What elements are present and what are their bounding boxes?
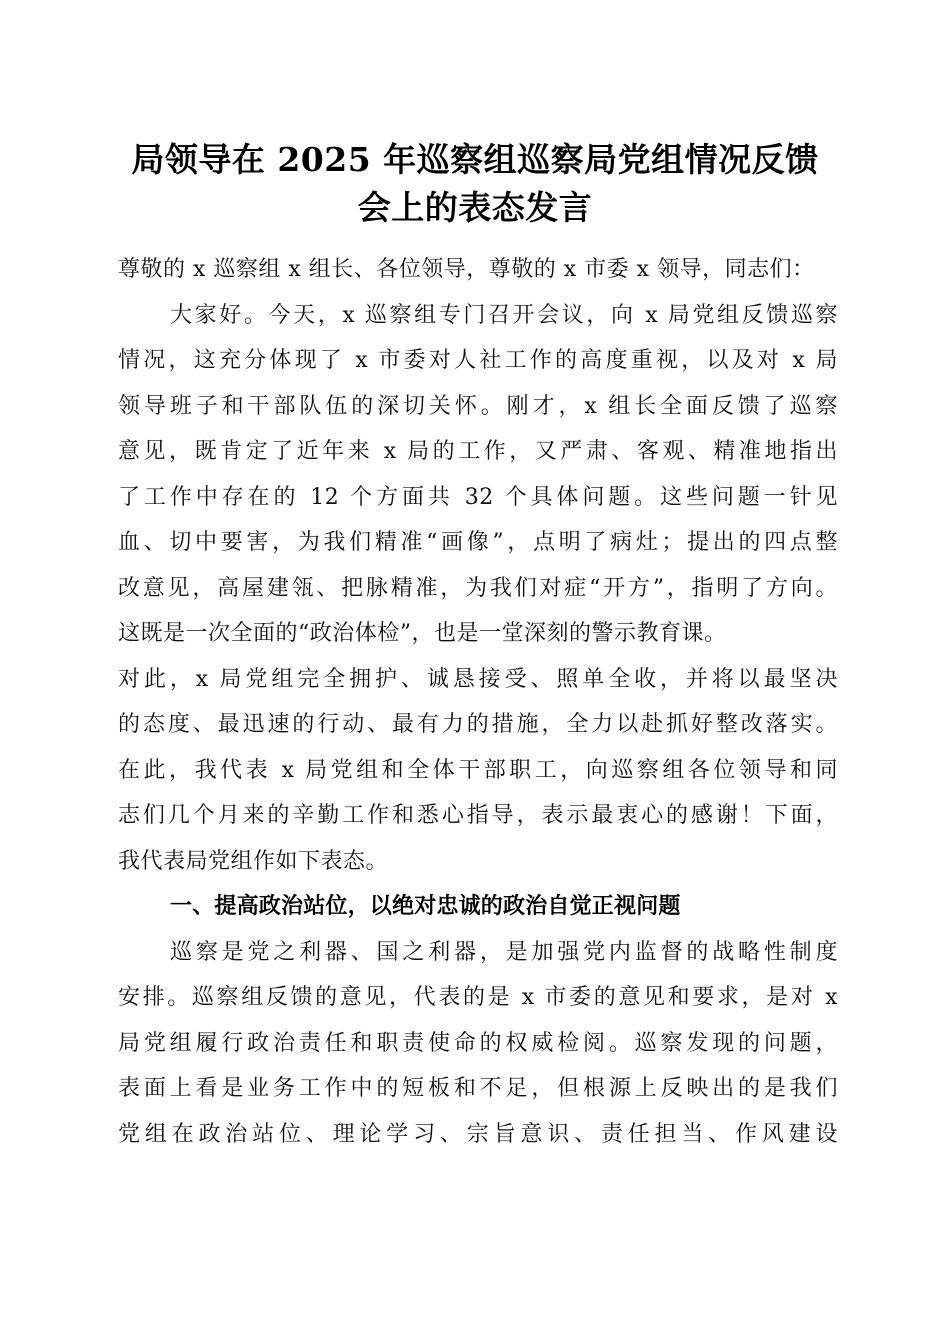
paragraph-line: 在此，我代表 x 局党组和全体干部职工，向巡察组各位领导和同 <box>118 757 838 783</box>
paragraph-line: 志们几个月来的辛勤工作和悉心指导，表示最衷心的感谢！下面， <box>118 803 838 828</box>
paragraph-line: 我代表局党组作如下表态。 <box>118 848 389 874</box>
section-heading: 一、提高政治站位，以绝对忠诚的政治自觉正视问题 <box>170 894 681 919</box>
paragraph-line: 大家好。今天，x 巡察组专门召开会议，向 x 局党组反馈巡察 <box>170 302 838 328</box>
paragraph-line: 局党组履行政治责任和职责使命的权威检阅。巡察发现的问题， <box>118 1030 838 1056</box>
document-title <box>100 136 850 232</box>
paragraph-line: 对此，x 局党组完全拥护、诚恳接受、照单全收，并将以最坚决 <box>118 666 838 692</box>
paragraph-line: 安排。巡察组反馈的意见，代表的是 x 市委的意见和要求，是对 x <box>118 985 838 1010</box>
paragraph-line: 领导班子和干部队伍的深切关怀。刚才，x 组长全面反馈了巡察 <box>118 393 838 419</box>
paragraph-line: 党组在政治站位、理论学习、宗旨意识、责任担当、作风建设 <box>118 1121 838 1147</box>
paragraph-line: 血、切中要害，为我们精准“画像”，点明了病灶；提出的四点整 <box>118 530 838 555</box>
paragraph-line: 改意见，高屋建瓴、把脉精准，为我们对症“开方”，指明了方向。 <box>118 575 838 601</box>
title-line-2: 会上的表态发言 <box>357 188 593 227</box>
paragraph-line: 意见，既肯定了近年来 x 局的工作，又严肃、客观、精准地指出 <box>118 439 838 464</box>
salutation: 尊敬的 x 巡察组 x 组长、各位领导，尊敬的 x 市委 x 领导，同志们： <box>118 257 815 282</box>
title-line-1: 局领导在 2025 年巡察组巡察局党组情况反馈 <box>131 140 819 179</box>
paragraph-line: 情况，这充分体现了 x 市委对人社工作的高度重视，以及对 x 局 <box>118 348 838 373</box>
paragraph-line: 表面上看是业务工作中的短板和不足，但根源上反映出的是我们 <box>118 1076 838 1101</box>
paragraph-line: 的态度、最迅速的行动、最有力的措施，全力以赴抓好整改落实。 <box>118 712 838 737</box>
paragraph-line: 这既是一次全面的“政治体检”，也是一堂深刻的警示教育课。 <box>118 621 727 646</box>
paragraph-line: 巡察是党之利器、国之利器，是加强党内监督的战略性制度 <box>170 939 838 965</box>
paragraph-1 <box>118 293 838 885</box>
document-body <box>118 247 838 1157</box>
paragraph-2 <box>118 930 838 1158</box>
paragraph-line: 了工作中存在的 12 个方面共 32 个具体问题。这些问题一针见 <box>118 484 838 510</box>
